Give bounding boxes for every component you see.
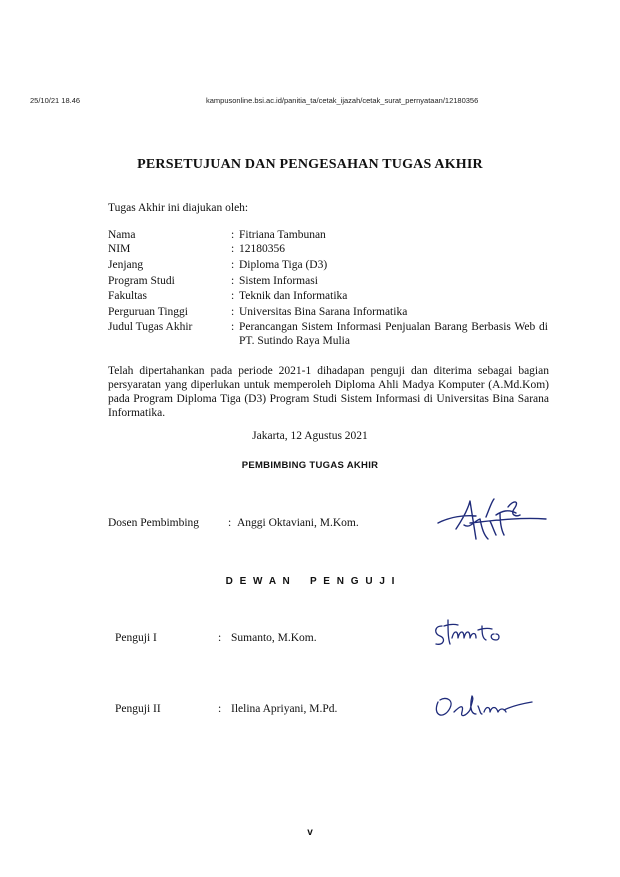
field-colon: : — [231, 243, 235, 255]
penguji-2-signature — [428, 688, 538, 728]
penguji-1-name: Sumanto, M.Kom. — [231, 632, 317, 644]
approval-paragraph: Telah dipertahankan pada periode 2021-1 dihadapan penguji dan diterima sebagai bagian persyaratan yang diperlukan untuk memperoleh Diploma Ahli Madya Komputer (A.Md.Kom) pada Program Diploma Tiga (D3) Program Studi Sistem Informasi di Universitas Bina Sarana Informatika. — [108, 365, 549, 419]
page-title: PERSETUJUAN DAN PENGESAHAN TUGAS AKHIR — [137, 157, 483, 172]
field-colon: : — [231, 259, 235, 271]
page-number: v — [307, 827, 313, 838]
print-timestamp: 25/10/21 18.46 — [30, 96, 81, 105]
field-label: Program Studi — [108, 275, 175, 287]
penguji-2-label: Penguji II — [115, 703, 161, 715]
field-label: Judul Tugas Akhir — [108, 321, 193, 333]
dewan-heading: D E W A N P E N G U J I — [225, 576, 395, 587]
field-value: Sistem Informasi — [239, 275, 318, 287]
field-value: Perancangan Sistem Informasi Penjualan Barang Berbasis Web di PT. Sutindo Raya Mulia — [239, 321, 548, 347]
field-colon: : — [231, 275, 235, 287]
place-date: Jakarta, 12 Agustus 2021 — [252, 430, 368, 442]
intro-text: Tugas Akhir ini diajukan oleh: — [108, 202, 249, 214]
field-colon: : — [231, 290, 235, 302]
penguji-2-name: Ilelina Apriyani, M.Pd. — [231, 703, 338, 715]
field-label: Jenjang — [108, 259, 144, 271]
field-label: Perguruan Tinggi — [108, 306, 188, 318]
pembimbing-heading: PEMBIMBING TUGAS AKHIR — [241, 460, 379, 471]
field-colon: : — [231, 229, 235, 241]
field-value: Teknik dan Informatika — [239, 290, 348, 302]
pembimbing-colon: : — [228, 517, 232, 529]
field-value: Fitriana Tambunan — [239, 229, 326, 241]
pembimbing-signature — [430, 495, 550, 555]
print-url: kampusonline.bsi.ac.id/panitia_ta/cetak_ijazah/cetak_surat_pernyataan/12180356 — [206, 96, 479, 105]
field-label: NIM — [108, 243, 131, 255]
penguji-1-colon: : — [218, 632, 222, 644]
field-value: Diploma Tiga (D3) — [239, 259, 328, 271]
field-value: Universitas Bina Sarana Informatika — [239, 306, 408, 318]
penguji-1-signature — [428, 612, 528, 652]
field-value: 12180356 — [239, 243, 285, 255]
pembimbing-label: Dosen Pembimbing — [108, 517, 200, 529]
penguji-1-label: Penguji I — [115, 632, 157, 644]
field-colon: : — [231, 306, 235, 318]
field-label: Nama — [108, 229, 136, 241]
pembimbing-name: Anggi Oktaviani, M.Kom. — [237, 517, 359, 529]
penguji-2-colon: : — [218, 703, 222, 715]
field-colon: : — [231, 321, 235, 333]
field-label: Fakultas — [108, 290, 147, 302]
